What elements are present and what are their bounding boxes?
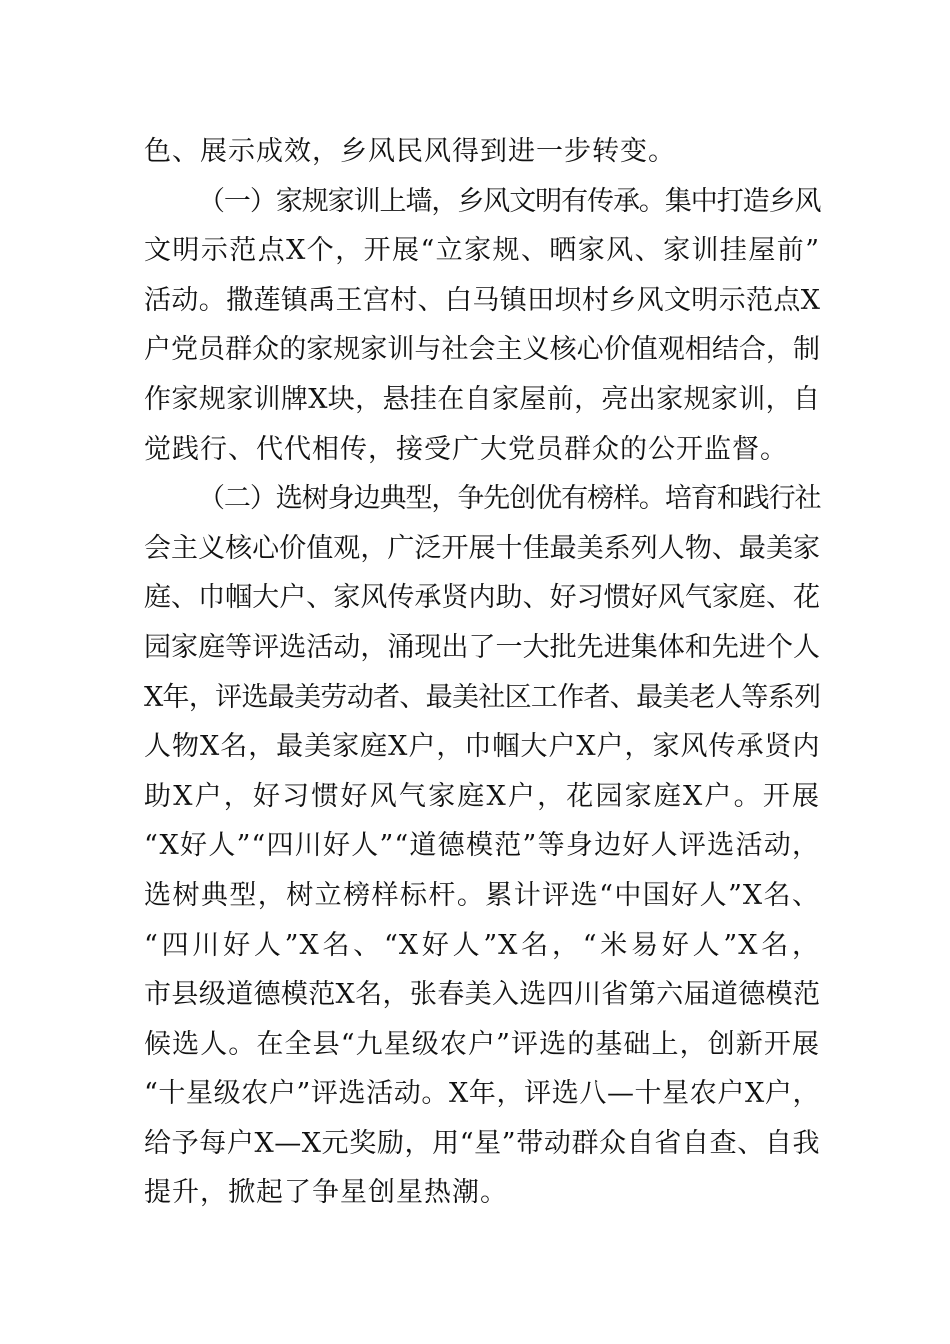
text-line: 市县级道德模范X名，张春美入选四川省第六届道德模范 <box>144 979 820 1011</box>
text-line: 庭、巾帼大户、家风传承贤内助、好习惯好风气家庭、花 <box>144 582 820 614</box>
text-line: 会主义核心价值观，广泛开展十佳最美系列人物、最美家 <box>144 532 820 564</box>
text-line: 园家庭等评选活动，涌现出了一大批先进集体和先进个人 <box>144 631 820 663</box>
text-line: 户党员群众的家规家训与社会主义核心价值观相结合，制 <box>144 334 820 366</box>
text-line: 文明示范点X个，开展“立家规、晒家风、家训挂屋前” <box>144 235 820 267</box>
text-line: 色、展示成效，乡风民风得到进一步转变。 <box>144 136 676 167</box>
text-line: “十星级农户”评选活动。X年，评选八—十星农户X户， <box>144 1078 820 1110</box>
text-line: 助X户，好习惯好风气家庭X户，花园家庭X户。开展 <box>144 780 820 812</box>
text-line: 提升，掀起了争星创星热潮。 <box>144 1177 508 1209</box>
body-text <box>144 127 820 1218</box>
text-line: 人物X名，最美家庭X户，巾帼大户X户，家风传承贤内 <box>144 731 820 763</box>
text-line: 选树典型，树立榜样标杆。累计评选“中国好人”X名、 <box>144 879 820 911</box>
text-line: 活动。撒莲镇禹王宫村、白马镇田坝村乡风文明示范点X <box>144 284 820 316</box>
text-line: “四川好人”X名、“X好人”X名，“米易好人”X名， <box>144 929 820 961</box>
text-line: “X好人”“四川好人”“道德模范”等身边好人评选活动， <box>144 830 820 862</box>
section-heading-line: （二）选树身边典型，争先创优有榜样。培育和践行社 <box>198 483 820 515</box>
text-line: 觉践行、代代相传，接受广大党员群众的公开监督。 <box>144 433 788 465</box>
text-line: 候选人。在全县“九星级农户”评选的基础上，创新开展 <box>144 1028 820 1060</box>
text-line: X年，评选最美劳动者、最美社区工作者、最美老人等系列 <box>144 681 820 713</box>
text-line: 给予每户X—X元奖励，用“星”带动群众自省自查、自我 <box>144 1127 820 1159</box>
text-line: 作家规家训牌X块，悬挂在自家屋前，亮出家规家训，自 <box>144 383 820 415</box>
section-heading-line: （一）家规家训上墙，乡风文明有传承。集中打造乡风 <box>198 185 820 217</box>
